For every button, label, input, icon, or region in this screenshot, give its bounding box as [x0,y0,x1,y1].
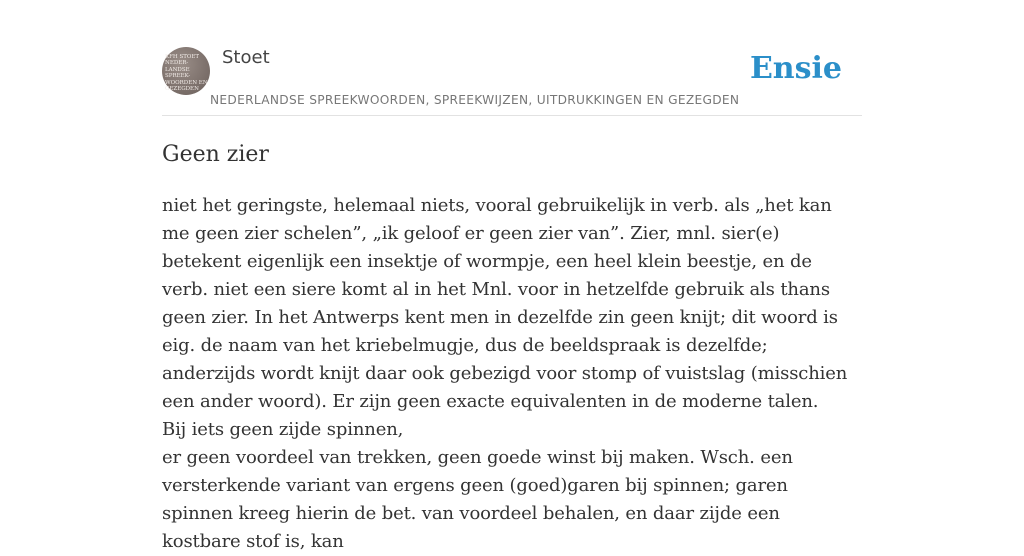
dictionary-avatar[interactable] [162,47,210,95]
dictionary-subtitle: NEDERLANDSE SPREEKWOORDEN, SPREEKWIJZEN, UITDRUKKINGEN EN GEZEGDEN [210,93,740,107]
entry-paragraph-subheading: Bij iets geen zijde spinnen, [162,419,404,440]
avatar-book-cover-text: KFH STOET NEDER- LANDSE SPREEK- WOORDEN EN GEZEGDEN [165,54,208,93]
page [162,0,862,552]
entry-paragraph-explanation: er geen voordeel van trekken, geen goede winst bij maken. Wsch. een versterkende variant van ergens geen (goed)garen bij spinnen; garen spinnen kreeg hierin de bet. van voordeel behalen, en daar zijde een kostbare stof is, kan [162,447,793,552]
ensie-logo-link[interactable]: Ensie [749,51,842,86]
entry-title: Geen zier [162,142,269,167]
entry-body [162,192,862,556]
dictionary-name-link[interactable]: Stoet [222,47,270,68]
entry-paragraph-definition: niet het geringste, helemaal niets, vooral gebruikelijk in verb. als „het kan me geen zier schelen”, „ik geloof er geen zier van”. Zier, mnl. sier(e) betekent eigenlijk een insektje of wormpje, een heel klein beestje, en de verb. niet een siere komt al in het Mnl. voor in hetzelfde gebruik als thans geen zier. In het Antwerps kent men in dezelfde zin geen knijt; dit woord is eig. de naam van het kriebelmugje, dus de beeldspraak is dezelfde; anderzijds wordt knijt daar ook gebezigd voor stomp of vuistslag (misschien een ander woord). Er zijn geen exacte equivalenten in de moderne talen. [162,195,848,412]
dictionary-header [162,0,862,116]
